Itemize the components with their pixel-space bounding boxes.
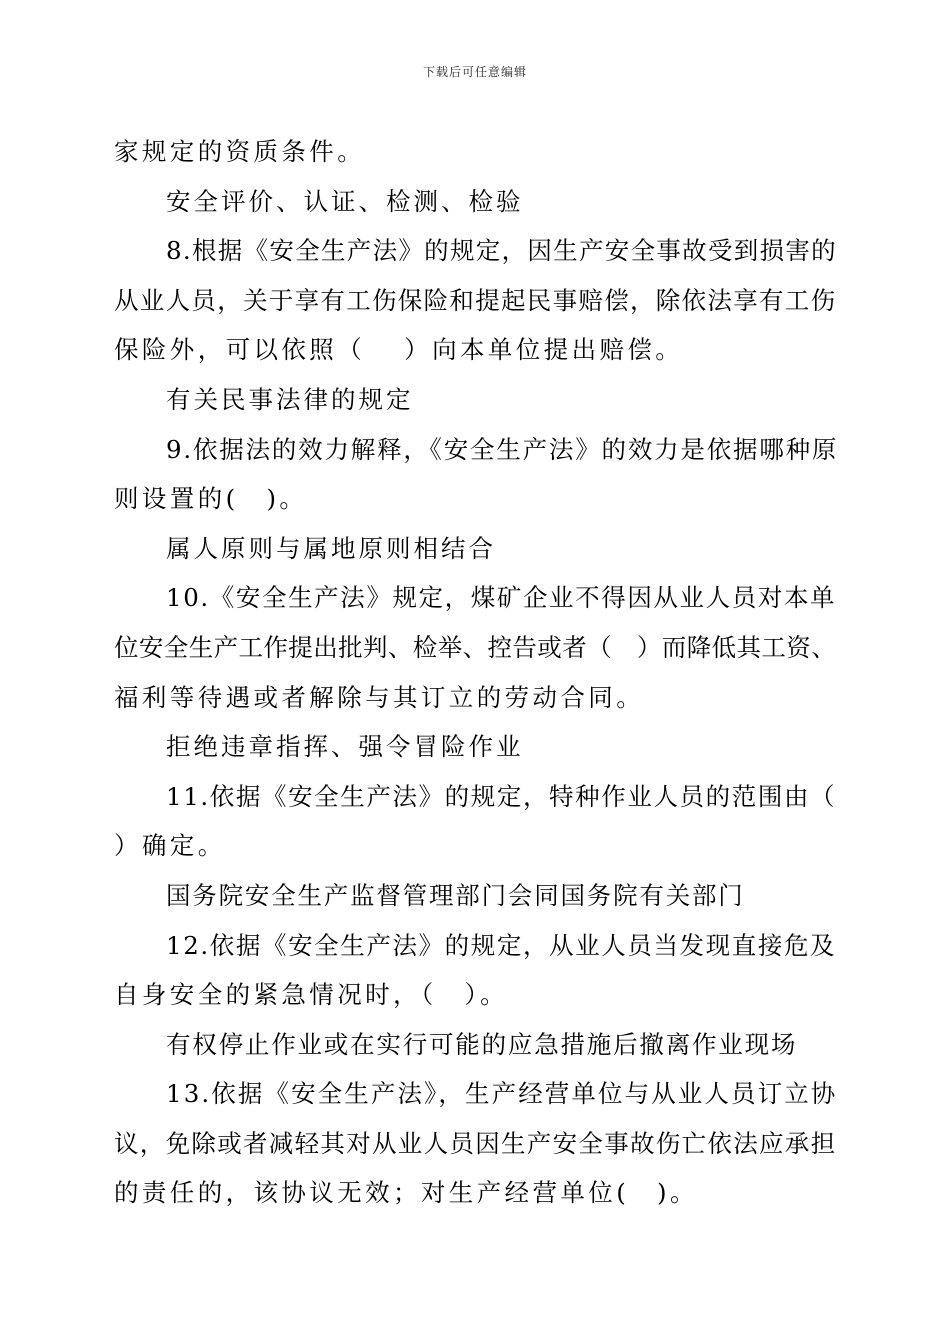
- question-line: 9.依据法的效力解释，《安全生产法》的效力是依据哪种原: [166, 434, 839, 464]
- page-header: 下载后可任意编辑: [422, 65, 527, 79]
- answer-line: 安全评价、认证、检测、检验: [166, 186, 524, 216]
- answer-line: 有关民事法律的规定: [166, 384, 414, 414]
- question-line: 12.依据《安全生产法》的规定，从业人员当发现直接危及: [166, 930, 837, 960]
- question-line: 8.根据《安全生产法》的规定，因生产安全事故受到损害的: [166, 236, 837, 266]
- text-line: 福利等待遇或者解除与其订立的劳动合同。: [114, 682, 645, 712]
- text-line: ）确定。: [114, 831, 226, 861]
- text-line: 的责任的，该协议无效；对生产经营单位( )。: [114, 1178, 698, 1208]
- text-line: 议，免除或者减轻其对从业人员因生产安全事故伤亡依法应承担: [114, 1128, 837, 1158]
- document-body: [114, 127, 838, 1218]
- question-line: 11.依据《安全生产法》的规定，特种作业人员的范围由（: [166, 781, 837, 811]
- answer-line: 有权停止作业或在实行可能的应急措施后撤离作业现场: [166, 1029, 798, 1059]
- question-line: 10.《安全生产法》规定，煤矿企业不得因从业人员对本单: [166, 583, 837, 613]
- text-line: 则设置的( )。: [114, 484, 308, 514]
- text-line: 自身安全的紧急情况时，（ ）。: [114, 980, 508, 1010]
- answer-line: 国务院安全生产监督管理部门会同国务院有关部门: [166, 880, 745, 910]
- text-line: 位安全生产工作提出批判、检举、控告或者（ ）而降低其工资、: [114, 632, 837, 662]
- text-line: 保险外，可以依照（ ）向本单位提出赔偿。: [114, 335, 684, 365]
- answer-line: 拒绝违章指挥、强令冒险作业: [166, 732, 524, 762]
- text-line: 家规定的资质条件。: [114, 137, 366, 166]
- text-line: 从业人员，关于享有工伤保险和提起民事赔偿，除依法享有工伤: [114, 285, 837, 315]
- question-line: 13.依据《安全生产法》，生产经营单位与从业人员订立协: [166, 1079, 838, 1109]
- answer-line: 属人原则与属地原则相结合: [166, 533, 496, 563]
